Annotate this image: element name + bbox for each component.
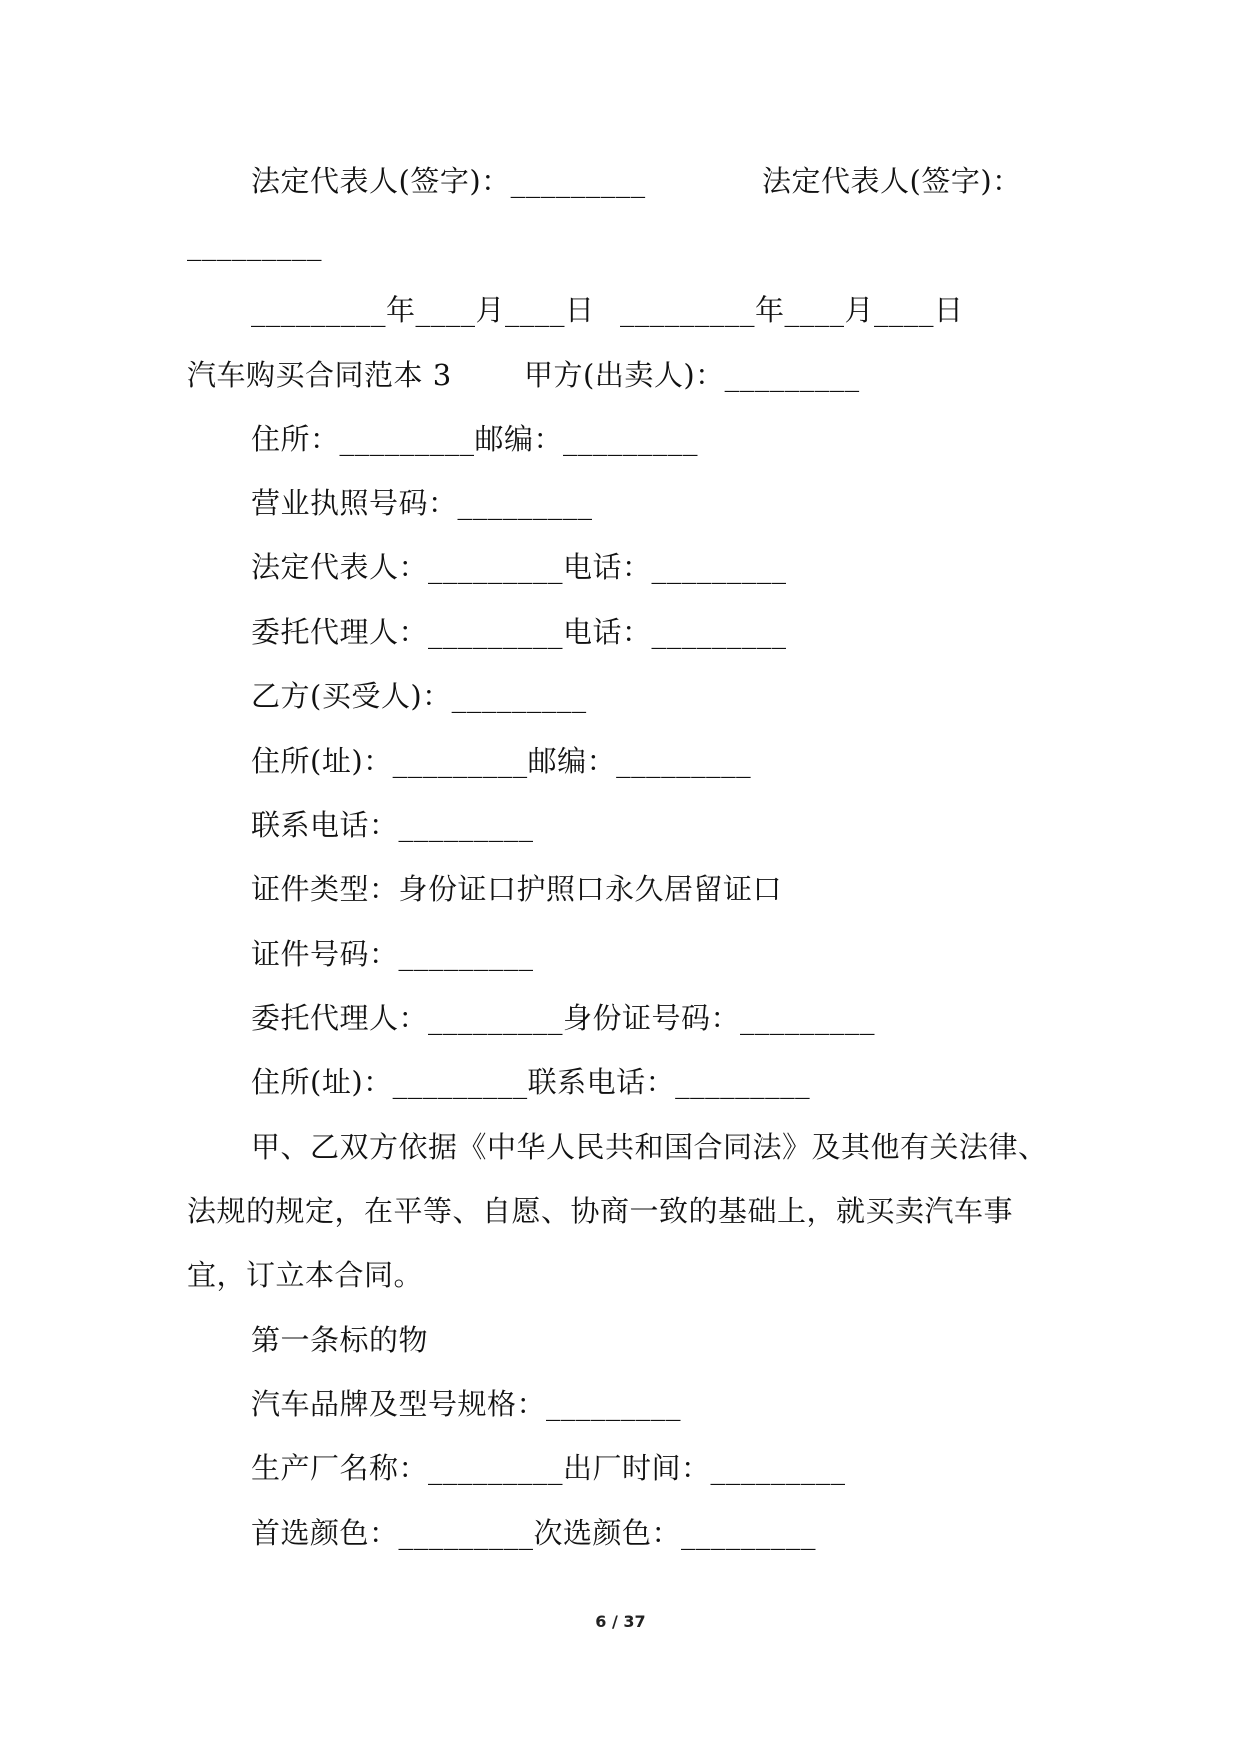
buyer-agent-address-phone: 住所(址)：_________联系电话：_________	[251, 1065, 811, 1099]
party-a-legal-rep-signature: 法定代表人(签字)：_________	[251, 164, 646, 198]
seller-legal-rep-phone: 法定代表人：_________电话：_________	[251, 550, 787, 584]
seller-address-postcode: 住所：_________邮编：_________	[251, 422, 699, 456]
car-brand-model: 汽车品牌及型号规格：_________	[251, 1387, 682, 1421]
section-title: 汽车购买合同范本 3	[187, 358, 452, 392]
party-b-date: _________年____月____日	[620, 293, 964, 327]
color-preferences: 首选颜色：_________次选颜色：_________	[251, 1516, 817, 1550]
preamble-line-1: 甲、乙双方依据《中华人民共和国合同法》及其他有关法律、	[251, 1130, 1048, 1164]
preamble-line-2: 法规的规定，在平等、自愿、协商一致的基础上，就买卖汽车事	[187, 1194, 1014, 1228]
article-one-heading: 第一条标的物	[251, 1323, 429, 1357]
buyer-field: 乙方(买受人)：_________	[251, 679, 587, 713]
signature-blank: _________	[187, 227, 322, 261]
buyer-address-postcode: 住所(址)：_________邮编：_________	[251, 744, 752, 778]
party-a-date: _________年____月____日	[251, 293, 595, 327]
id-document-number: 证件号码：_________	[251, 937, 534, 971]
buyer-phone: 联系电话：_________	[251, 808, 534, 842]
preamble-line-3: 宜，订立本合同。	[187, 1258, 424, 1292]
id-document-type: 证件类型：身份证口护照口永久居留证口	[251, 872, 783, 906]
seller-field: 甲方(出卖人)：_________	[524, 358, 860, 392]
buyer-agent-id-number: 委托代理人：_________身份证号码：_________	[251, 1001, 876, 1035]
seller-agent-phone: 委托代理人：_________电话：_________	[251, 615, 787, 649]
page-number: 6 / 37	[595, 1612, 646, 1631]
business-license-number: 营业执照号码：_________	[251, 486, 593, 520]
party-b-legal-rep-signature: 法定代表人(签字)：	[762, 164, 1022, 198]
manufacturer-production-date: 生产厂名称：_________出厂时间：_________	[251, 1451, 846, 1485]
